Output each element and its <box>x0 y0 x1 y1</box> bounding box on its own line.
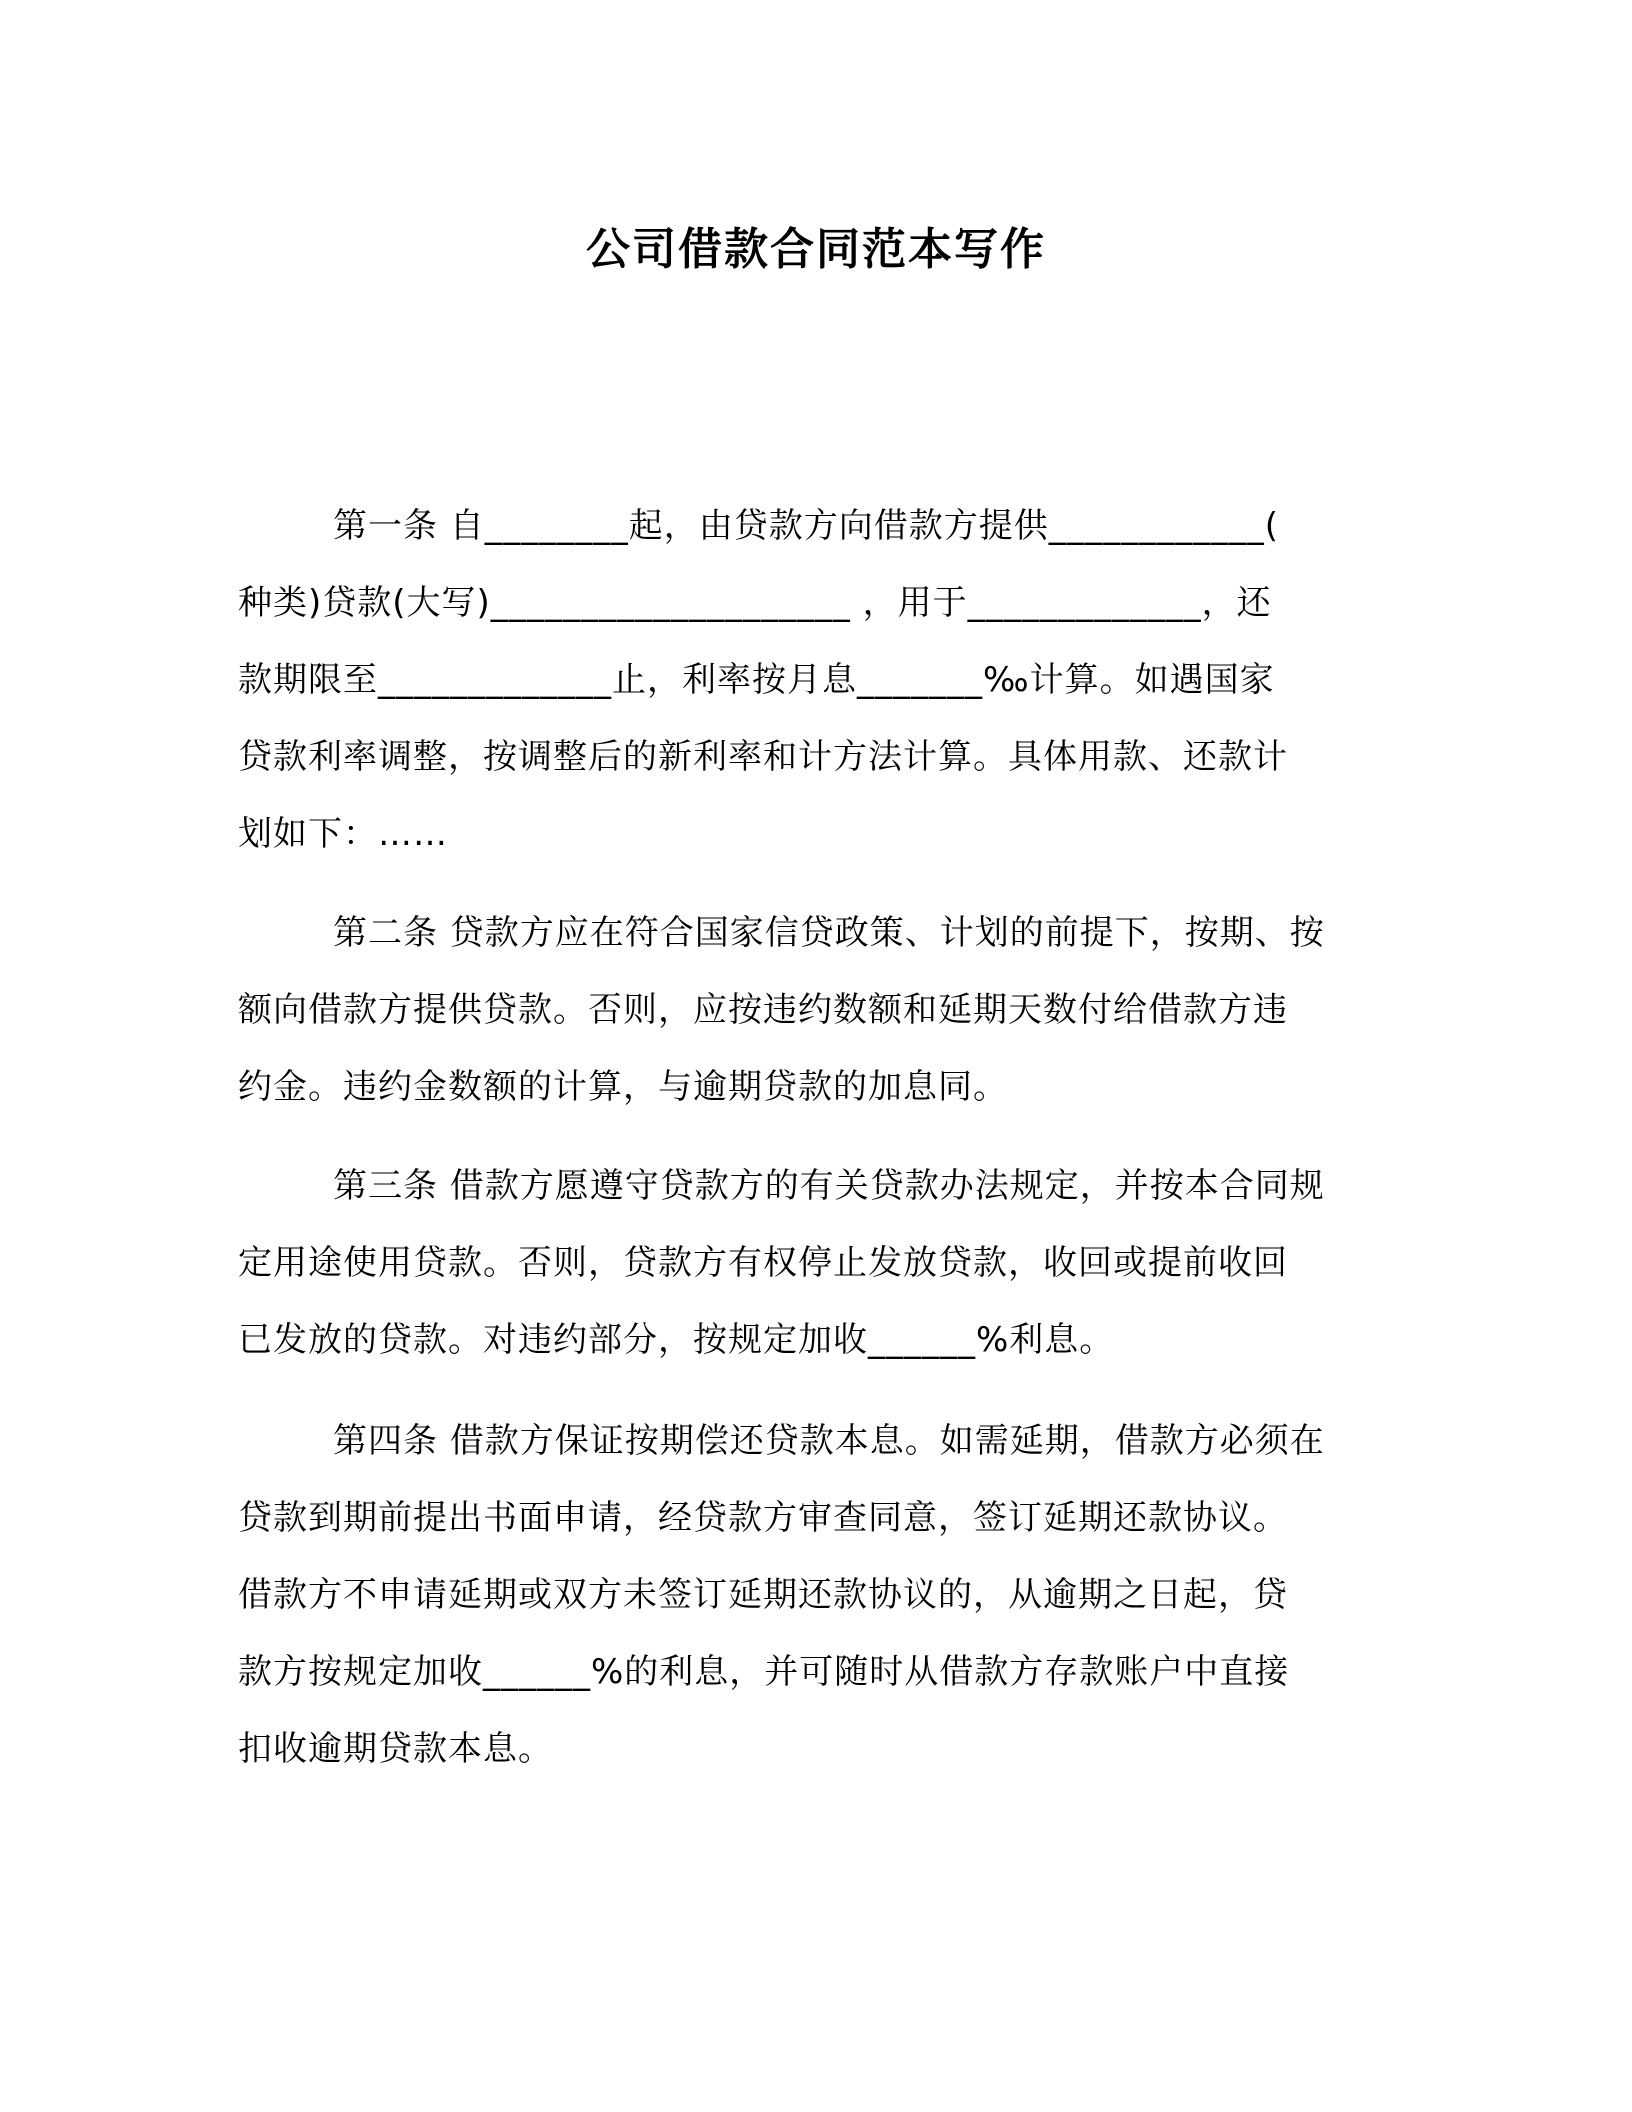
article-4-line-2: 贷款到期前提出书面申请，经贷款方审查同意，签订延期还款协议。 <box>238 1498 1288 1538</box>
article-2-line-2: 额向借款方提供贷款。否则，应按违约数额和延期天数付给借款方违 <box>238 990 1288 1030</box>
article-3-line-1: 第三条 借款方愿遵守贷款方的有关贷款办法规定，并按本合同规 <box>333 1166 1325 1206</box>
article-3 <box>238 1148 1388 1379</box>
article-3-line-2: 定用途使用贷款。否则，贷款方有权停止发放贷款，收回或提前收回 <box>238 1243 1288 1283</box>
article-4-line-3: 借款方不申请延期或双方未签订延期还款协议的，从逾期之日起，贷 <box>238 1575 1288 1615</box>
article-2-line-1: 第二条 贷款方应在符合国家信贷政策、计划的前提下，按期、按 <box>333 913 1325 953</box>
article-1-line-4: 贷款利率调整，按调整后的新利率和计方法计算。具体用款、还款计 <box>238 737 1288 777</box>
article-2 <box>238 895 1388 1126</box>
article-4 <box>238 1403 1388 1788</box>
article-1-line-5: 划如下：…… <box>238 814 448 854</box>
article-1 <box>238 488 1388 873</box>
article-4-line-1: 第四条 借款方保证按期偿还贷款本息。如需延期，借款方必须在 <box>333 1421 1325 1461</box>
article-4-line-4: 款方按规定加收______%的利息，并可随时从借款方存款账户中直接 <box>238 1652 1290 1692</box>
article-2-line-3: 约金。违约金数额的计算，与逾期贷款的加息同。 <box>238 1067 1008 1107</box>
article-1-line-1: 第一条 自________起，由贷款方向借款方提供____________( <box>333 506 1280 546</box>
article-3-line-3: 已发放的贷款。对违约部分，按规定加收______%利息。 <box>238 1320 1115 1360</box>
article-1-line-3: 款期限至_____________止，利率按月息_______‰计算。如遇国家 <box>238 660 1275 700</box>
article-4-line-5: 扣收逾期贷款本息。 <box>238 1729 553 1769</box>
article-1-line-2: 种类)贷款(大写)____________________ ，用于_____________，还 <box>238 583 1272 623</box>
document-title: 公司借款合同范本写作 <box>586 224 1046 275</box>
